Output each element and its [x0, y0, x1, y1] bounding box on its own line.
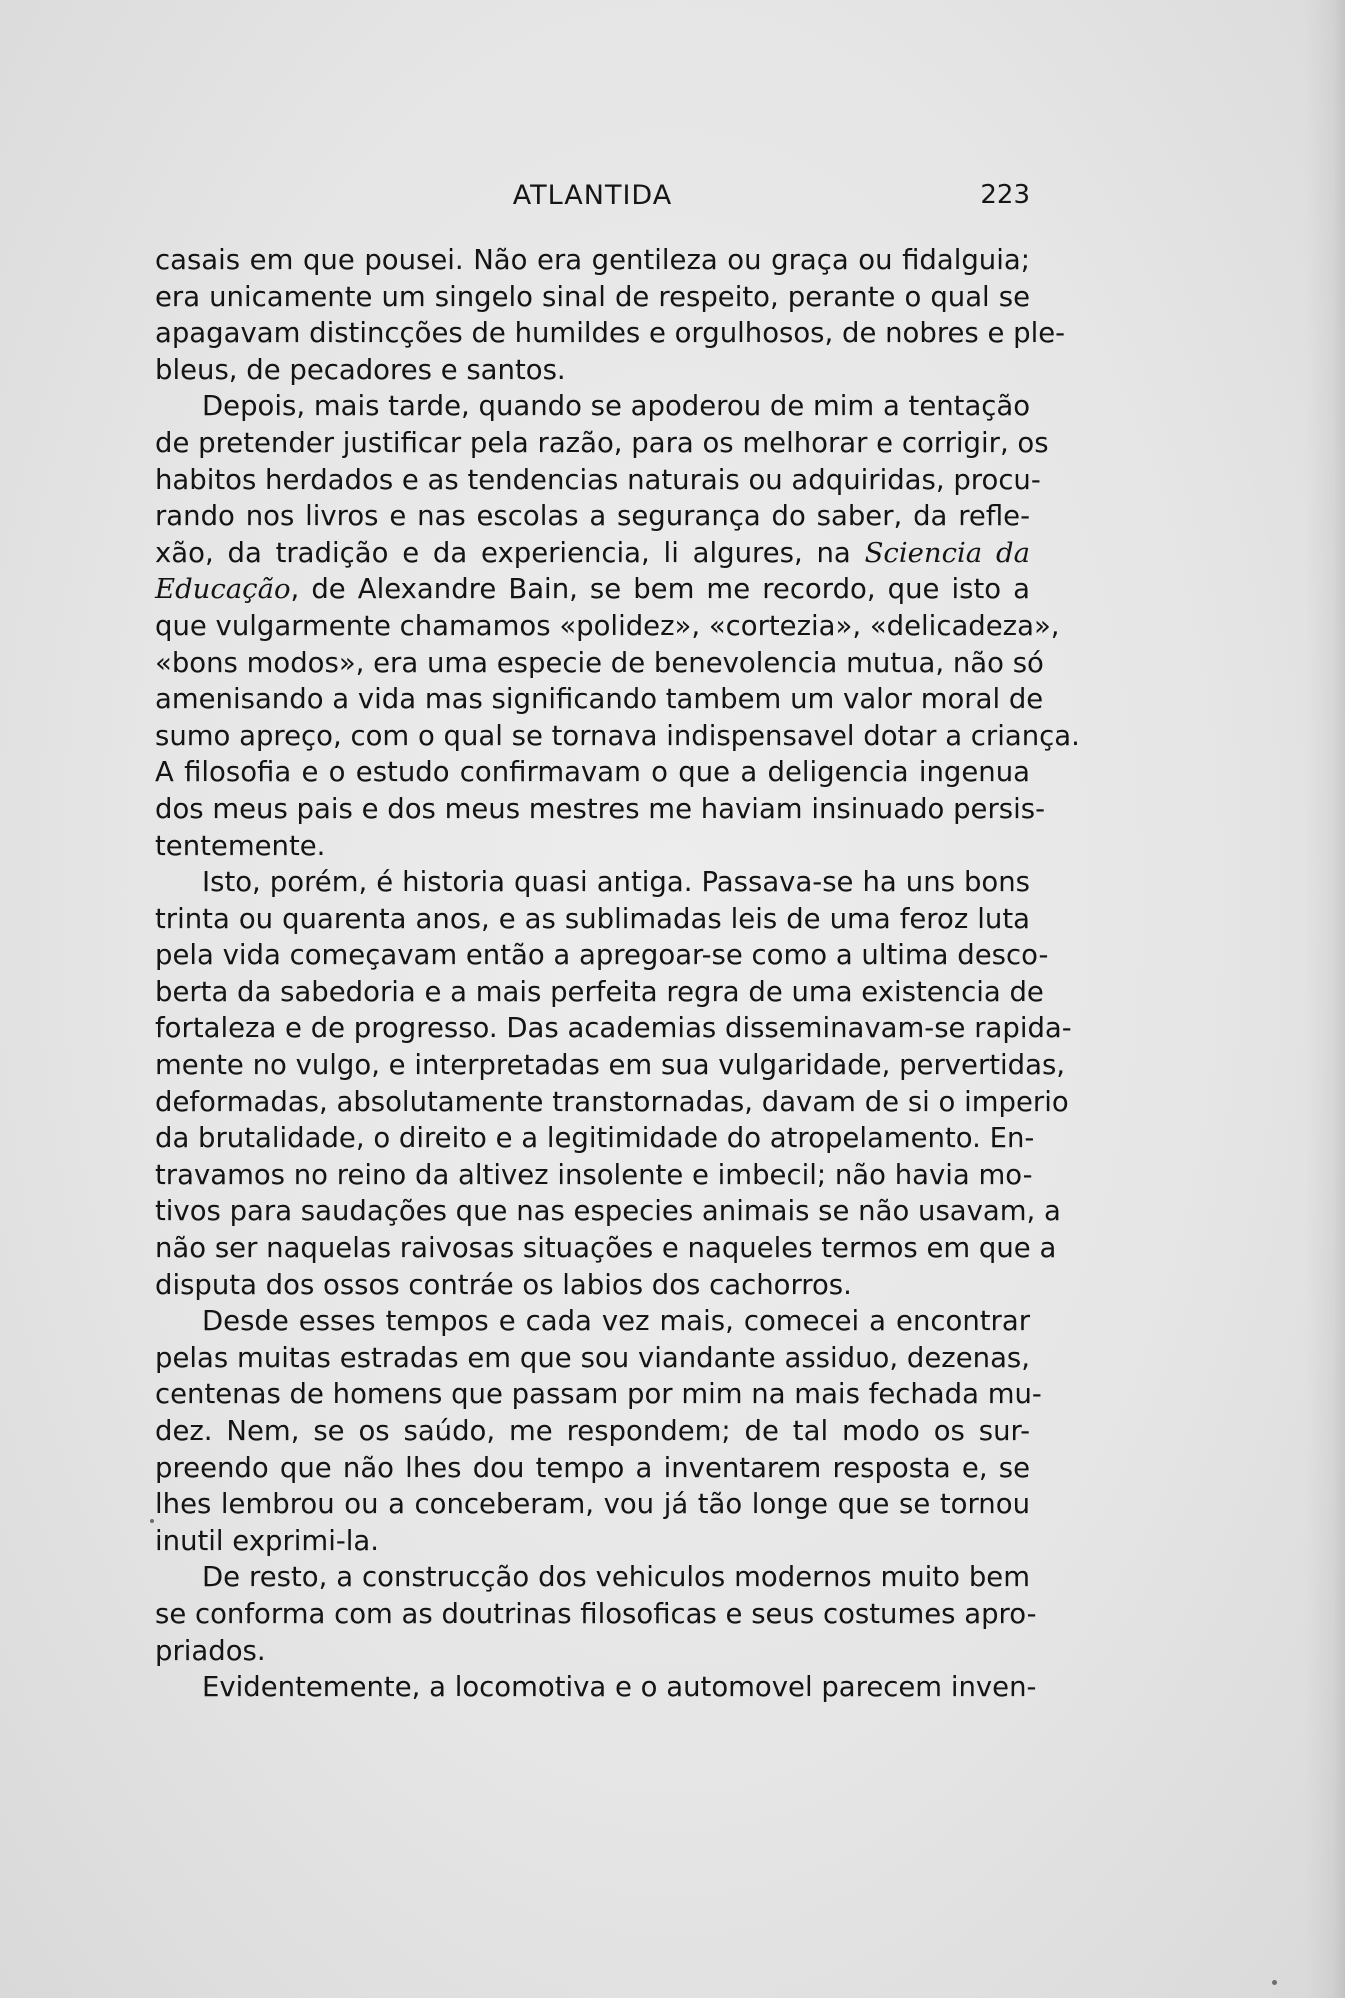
text-line [155, 498, 1030, 535]
text-line [155, 1267, 1030, 1304]
body-text [155, 242, 1080, 1706]
text-line [155, 1413, 1030, 1450]
text-line [155, 571, 1030, 608]
line-text: da brutalidade, o direito e a legitimidade do atropelamento. En- [155, 1122, 1035, 1155]
line-text: habitos herdados e as tendencias naturais ou adquiridas, procu- [155, 463, 1041, 496]
line-text: A filosofia e o estudo confirmavam o que a deligencia ingenua [155, 756, 1030, 789]
line-text: não ser naquelas raivosas situações e naqueles termos em que a [155, 1232, 1057, 1265]
text-line [155, 1157, 1033, 1194]
text-line [155, 681, 1044, 718]
line-text: disputa dos ossos contráe os labios dos cachorros. [155, 1268, 852, 1301]
text-line [155, 1596, 1037, 1633]
text-line [155, 1450, 1030, 1487]
text-line [155, 242, 1030, 279]
line-text: pelas muitas estradas em que sou viandante assiduo, dezenas, [155, 1341, 1030, 1374]
text-line [155, 608, 1060, 645]
line-text: tivos para saudações que nas especies animais se não usavam, a [155, 1195, 1061, 1228]
text-line [155, 1340, 1030, 1377]
running-header [155, 180, 1030, 220]
line-text: «bons modos», era uma especie de benevolencia mutua, não só [155, 646, 1044, 679]
line-text: , de Alexandre Bain, se bem me recordo, que isto a [290, 573, 1030, 606]
italic-title: Sciencia da [864, 536, 1030, 569]
line-text: bleus, de pecadores e santos. [155, 353, 566, 386]
text-line [155, 1523, 1030, 1560]
line-text: Isto, porém, é historia quasi antiga. Passava-se ha uns bons [202, 866, 1030, 899]
line-text: dez. Nem, se os saúdo, me respondem; de tal modo os sur- [155, 1415, 1030, 1447]
text-line [155, 828, 1030, 865]
line-text: tentemente. [155, 829, 326, 862]
text-line [155, 1230, 1057, 1267]
text-line [155, 1376, 1042, 1413]
text-line [155, 791, 1045, 828]
text-line [155, 1303, 1030, 1340]
line-text: deformadas, absolutamente transtornadas, davam de si o imperio [155, 1085, 1069, 1118]
text-line [155, 1193, 1061, 1230]
text-line [155, 1669, 1037, 1706]
line-text: que vulgarmente chamamos «polidez», «cortezia», «delicadeza», [155, 609, 1060, 642]
line-text: trinta ou quarenta anos, e as sublimadas leis de uma feroz luta [155, 902, 1030, 935]
text-line [155, 937, 1049, 974]
text-line [155, 754, 1030, 791]
line-text: fortaleza e de progresso. Das academias disseminavam-se rapida- [155, 1012, 1072, 1045]
line-text: Evidentemente, a locomotiva e o automovel parecem inven- [202, 1671, 1037, 1704]
line-text: centenas de homens que passam por mim na mais fechada mu- [155, 1378, 1042, 1411]
line-text: mente no vulgo, e interpretadas em sua vulgaridade, pervertidas, [155, 1049, 1066, 1082]
text-line [155, 1633, 1030, 1670]
text-line [155, 645, 1044, 682]
line-text: dos meus pais e dos meus mestres me haviam insinuado persis- [155, 792, 1045, 825]
text-line [155, 1084, 1069, 1121]
page-number: 223 [980, 180, 1030, 210]
paper-speck [150, 1519, 154, 1523]
text-line [155, 279, 1030, 316]
text-line [155, 1010, 1072, 1047]
page-edge-shadow [1305, 0, 1345, 1998]
text-line [155, 352, 1030, 389]
line-text: priados. [155, 1634, 266, 1667]
text-line [155, 1120, 1035, 1157]
line-text: De resto, a construcção dos vehiculos modernos muito bem [202, 1561, 1030, 1594]
paper-speck [1272, 1980, 1277, 1985]
line-text: se conforma com as doutrinas filosoficas e seus costumes apro- [155, 1597, 1037, 1630]
line-text: pela vida começavam então a apregoar-se como a ultima desco- [155, 939, 1049, 972]
line-text: inutil exprimi-la. [155, 1524, 380, 1557]
text-line [155, 864, 1030, 901]
text-line [155, 1047, 1066, 1084]
line-text: Depois, mais tarde, quando se apoderou de mim a tentação [202, 390, 1031, 423]
line-text: lhes lembrou ou a conceberam, vou já tão longe que se tornou [155, 1488, 1030, 1521]
text-line [155, 425, 1049, 462]
line-text: Desde esses tempos e cada vez mais, comecei a encontrar [202, 1305, 1030, 1338]
line-text: xão, da tradição e da experiencia, li algures, na [155, 536, 851, 569]
line-text: rando nos livros e nas escolas a segurança do saber, da refle- [155, 500, 1030, 533]
line-text: amenisando a vida mas significando tambem um valor moral de [155, 683, 1044, 716]
text-line [155, 901, 1030, 938]
line-text: travamos no reino da altivez insolente e imbecil; não havia mo- [155, 1158, 1033, 1191]
line-text: sumo apreço, com o qual se tornava indispensavel dotar a criança. [155, 719, 1080, 752]
text-line [155, 462, 1041, 499]
running-title: ATLANTIDA [512, 180, 673, 211]
text-line [155, 718, 1080, 755]
line-text: apagavam distincções de humildes e orgulhosos, de nobres e ple- [155, 317, 1066, 350]
line-text: preendo que não lhes dou tempo a inventarem resposta e, se [155, 1451, 1030, 1484]
text-line [155, 974, 1044, 1011]
italic-title: Educação [155, 573, 291, 606]
text-line [155, 535, 1030, 572]
text-line [155, 315, 1066, 352]
text-line [155, 1559, 1030, 1596]
text-line [155, 388, 1030, 425]
line-text: casais em que pousei. Não era gentileza ou graça ou fidalguia; [155, 244, 1030, 276]
line-text: era unicamente um singelo sinal de respeito, perante o qual se [155, 280, 1030, 313]
line-text: de pretender justificar pela razão, para os melhorar e corrigir, os [155, 426, 1049, 459]
text-line [155, 1486, 1030, 1523]
line-text: berta da sabedoria e a mais perfeita regra de uma existencia de [155, 975, 1044, 1008]
